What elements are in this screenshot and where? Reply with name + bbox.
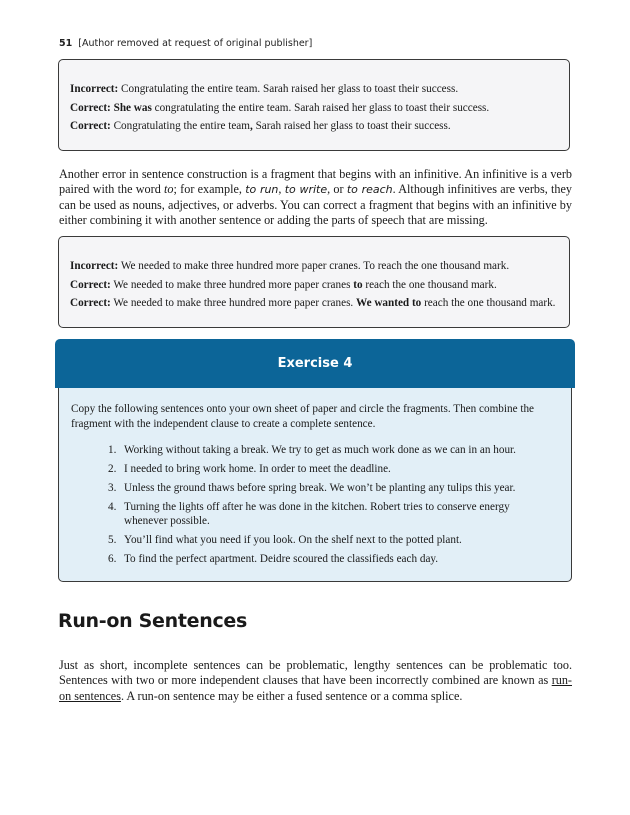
example-label: Correct: <box>70 297 111 309</box>
exercise-title: Exercise 4 <box>55 339 575 388</box>
example-line <box>70 117 559 136</box>
paragraph-infinitive <box>59 167 572 228</box>
text-run: , or <box>327 182 347 197</box>
item-text: To find the perfect apartment. Deidre scoured the classifieds each day. <box>124 552 439 565</box>
exercise-list <box>71 444 561 566</box>
example-text: Congratulating the entire team <box>110 120 250 132</box>
text-run: Just as short, incomplete sentences can be problematic, lengthy sentences can be problematic too. Sentences with two or more independent clauses that have been incorrectly combined are known as <box>59 658 572 688</box>
text-run: . A run-on sentence may be either a fused sentence or a comma splice. <box>120 688 463 703</box>
example-emphasis: We wanted to <box>356 297 422 309</box>
text-run: ; for example, <box>173 182 246 197</box>
text-run: . Although infinitives are verbs, they can be used as nouns, adjectives, or adverbs. You can correct a fragment that begins with an infinitive by either combining it with another sentence or adding the parts of speech that are missing. <box>59 182 573 227</box>
item-number: 2. <box>108 463 117 475</box>
example-line <box>70 294 559 313</box>
example-text: We needed to make three hundred more paper cranes. To reach the one thousand mark. <box>118 260 510 272</box>
italic-term: to reach <box>346 183 393 197</box>
exercise-item <box>108 463 561 477</box>
example-text: We needed to make three hundred more paper cranes <box>110 278 354 291</box>
exercise-item <box>108 552 561 567</box>
example-line <box>70 80 559 99</box>
page-number: 51 <box>59 38 73 49</box>
example-label: Correct: <box>70 278 111 291</box>
section-heading: Run-on Sentences <box>58 610 248 632</box>
item-number: 6. <box>108 552 117 565</box>
example-text: Sarah raised her glass to toast their success. <box>252 120 451 132</box>
example-text: reach the one thousand mark. <box>362 278 497 291</box>
example-label: Correct: <box>70 101 111 114</box>
glossary-term-link[interactable]: run-on sentences <box>59 673 572 703</box>
example-label: Incorrect: <box>70 83 119 95</box>
example-text: reach the one thousand mark. <box>421 297 556 309</box>
italic-term: to run <box>245 183 279 197</box>
italic-term: to <box>164 182 174 197</box>
example-box-infinitive <box>58 236 570 328</box>
item-number: 4. <box>108 501 117 513</box>
item-number: 5. <box>108 533 117 546</box>
item-number: 1. <box>108 444 117 456</box>
running-head-text: [Author removed at request of original publisher] <box>78 38 313 49</box>
running-head <box>59 38 312 49</box>
paragraph-run-on <box>59 658 572 704</box>
example-emphasis: She was <box>110 101 152 114</box>
italic-term: to write <box>284 183 328 197</box>
example-text: congratulating the entire team. Sarah raised her glass to toast their success. <box>151 101 490 114</box>
item-text: I needed to bring work home. In order to meet the deadline. <box>124 463 391 475</box>
text-run: , <box>278 182 285 197</box>
example-text: Congratulating the entire team. Sarah raised her glass to toast their success. <box>118 83 459 95</box>
example-emphasis: to <box>353 278 363 291</box>
exercise-instructions: Copy the following sentences onto your own sheet of paper and circle the fragments. Then combine the fragment with the independent clause to create a complete sentence. <box>71 403 535 430</box>
example-line <box>70 276 559 295</box>
text-run: Another error in sentence construction is a fragment that begins with an infinitive. An infinitive is a verb paired with the word <box>59 167 572 197</box>
example-text: We needed to make three hundred more paper cranes. <box>110 297 357 309</box>
example-box-participle <box>58 59 570 151</box>
example-label: Correct: <box>70 120 111 132</box>
item-text: You’ll find what you need if you look. On the shelf next to the potted plant. <box>124 533 462 546</box>
item-text: Working without taking a break. We try to get as much work done as we can in an hour. <box>124 444 516 456</box>
exercise-item <box>108 533 561 548</box>
example-line <box>70 99 559 118</box>
item-number: 3. <box>108 482 117 494</box>
item-text: Unless the ground thaws before spring break. We won’t be planting any tulips this year. <box>124 482 516 494</box>
example-emphasis: , <box>249 120 253 132</box>
example-line <box>70 257 559 276</box>
exercise-body <box>58 388 572 582</box>
example-label: Incorrect: <box>70 260 119 272</box>
exercise-item <box>108 444 561 458</box>
exercise-box <box>55 339 572 582</box>
exercise-item <box>108 482 561 496</box>
item-text: Turning the lights off after he was done in the kitchen. Robert tries to conserve energy whenever possible. <box>124 501 510 527</box>
exercise-item <box>108 501 561 528</box>
